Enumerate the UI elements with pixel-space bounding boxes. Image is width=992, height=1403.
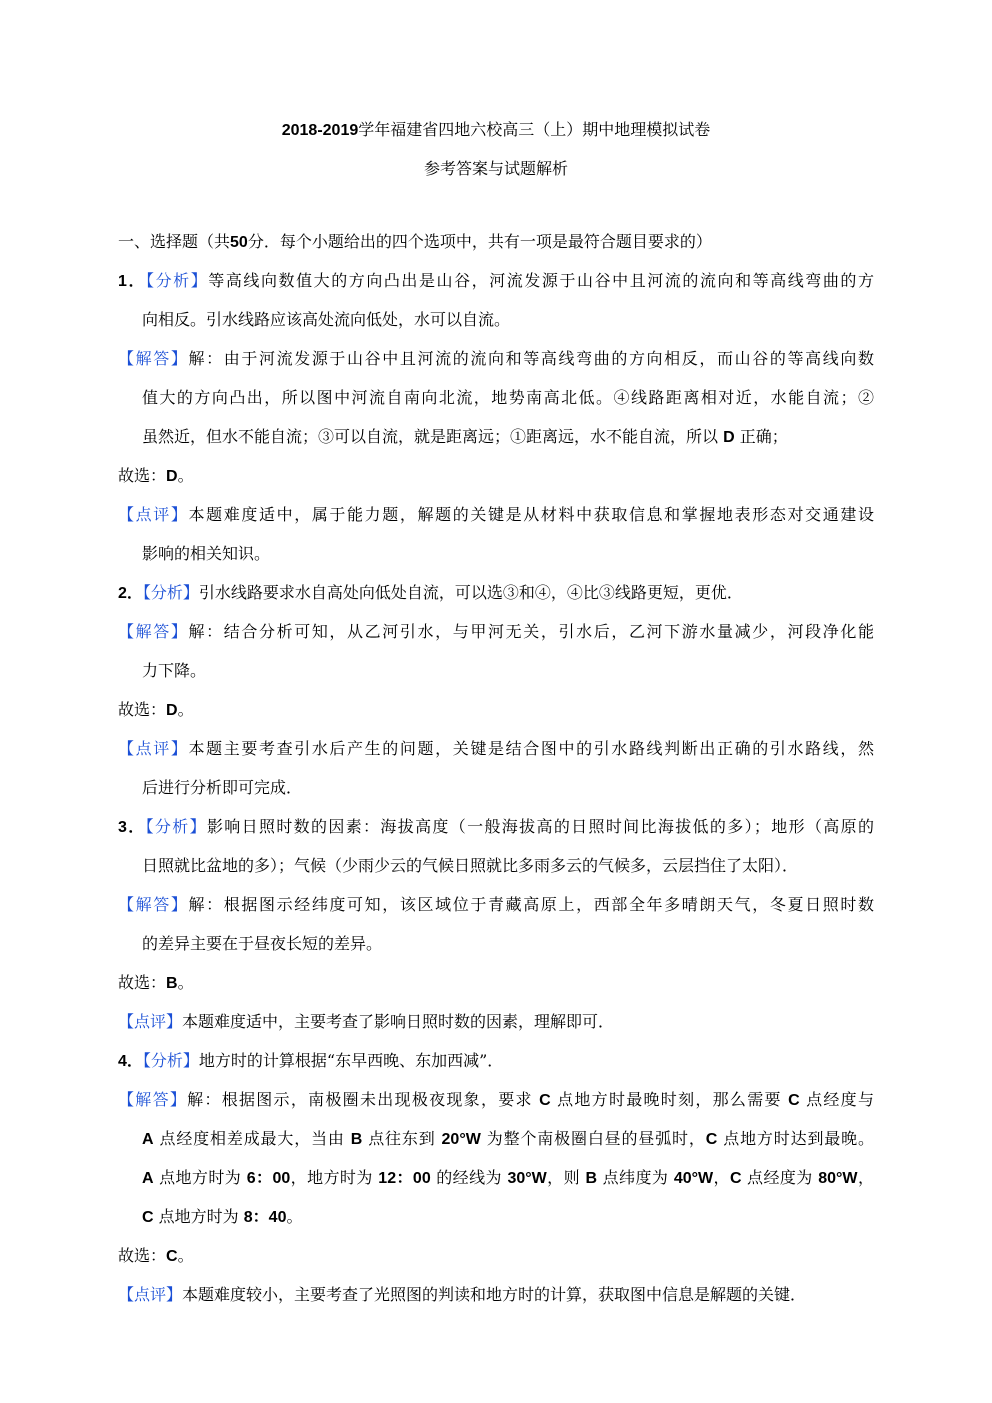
q3-choice-value: B (166, 975, 178, 992)
comment-tag: 【点评】 (118, 1285, 183, 1304)
q3-choice: 故选：B。 (118, 973, 194, 992)
page-subtitle: 参考答案与试题解析 (423, 159, 568, 178)
comment-tag: 【点评】 (118, 505, 189, 524)
q1-answer-cont-2: 虽然近，但水不能自流；③可以自流，就是距离远；①距离远，水不能自流，所以 D 正确； (142, 427, 788, 446)
q2-analysis: 2．【分析】引水线路要求水自高处向低处自流，可以选③和④，④比③线路更短，更优． (118, 583, 743, 602)
page-title (0, 117, 992, 140)
title-text: 学年福建省四地六校高三（上）期中地理模拟试卷 (358, 120, 711, 139)
analysis-tag: 【分析】 (146, 271, 209, 290)
q4-choice: 故选：C。 (118, 1246, 194, 1265)
analysis-tag: 【分析】 (142, 1051, 199, 1070)
q4-answer-cont: A 点经度相差成最大，当由 B 点往东到 20°W 为整个南极圈白昼的昼弧时，C 点地方时达到最晚。 (142, 1129, 874, 1148)
q1-analysis: 1．【分析】等高线向数值大的方向凸出是山谷，河流发源于山谷中且河流的流向和等高线弯曲的方 (118, 271, 874, 290)
q2-number: 2． (118, 585, 143, 602)
analysis-tag: 【分析】 (142, 583, 199, 602)
title-year: 2018-2019 (281, 122, 359, 139)
answer-tag: 【解答】 (118, 349, 189, 368)
q2-comment-cont: 后进行分析即可完成． (142, 778, 303, 797)
q3-answer-cont: 的差异主要在于昼夜长短的差异。 (142, 934, 383, 953)
q2-choice-value: D (166, 702, 178, 719)
q4-answer: 【解答】解：根据图示，南极圈未出现极夜现象，要求 C 点地方时最晚时刻，那么需要 C 点经度与 (118, 1090, 874, 1109)
q3-analysis: 3．【分析】影响日照时数的因素：海拔高度（一般海拔高的日照时间比海拔低的多）；地形（高原的 (118, 817, 874, 836)
q3-analysis-cont: 日照就比盆地的多）；气候（少雨少云的气候日照就比多雨多云的气候多，云层挡住了太阳）． (142, 856, 799, 875)
q4-choice-value: C (166, 1248, 178, 1265)
q1-answer-cont: 值大的方向凸出，所以图中河流自南向北流，地势南高北低。④线路距离相对近，水能自流；② (142, 388, 874, 407)
q3-comment: 【点评】本题难度适中，主要考查了影响日照时数的因素，理解即可． (118, 1012, 615, 1031)
q1-comment-cont: 影响的相关知识。 (142, 544, 271, 563)
q1-choice: 故选：D。 (118, 466, 194, 485)
q1-choice-value: D (166, 468, 178, 485)
q4-number: 4． (118, 1053, 143, 1070)
q4-answer-cont-2: A 点地方时为 6：00，地方时为 12：00 的经线为 30°W，则 B 点纬度为 40°W，C 点经度为 80°W， (142, 1168, 874, 1187)
q2-comment: 【点评】本题主要考查引水后产生的问题，关键是结合图中的引水路线判断出正确的引水路线，然 (118, 739, 874, 758)
answer-tag: 【解答】 (118, 1090, 188, 1109)
section-heading: 一、选择题（共50分．每个小题给出的四个选项中，共有一项是最符合题目要求的） (118, 232, 712, 251)
section-score: 50 (230, 234, 248, 251)
q2-choice: 故选：D。 (118, 700, 194, 719)
q2-answer-cont: 力下降。 (142, 661, 207, 680)
analysis-tag: 【分析】 (145, 817, 207, 836)
comment-tag: 【点评】 (118, 739, 189, 758)
q3-answer: 【解答】解：根据图示经纬度可知，该区域位于青藏高原上，西部全年多晴朗天气，冬夏日照时数 (118, 895, 874, 914)
q4-analysis: 4．【分析】地方时的计算根据“东早西晚、东加西减”． (118, 1051, 504, 1070)
q1-answer: 【解答】解：由于河流发源于山谷中且河流的流向和等高线弯曲的方向相反，而山谷的等高线向数 (118, 349, 874, 368)
answer-tag: 【解答】 (118, 622, 189, 641)
q1-number: 1． (118, 273, 147, 290)
comment-tag: 【点评】 (118, 1012, 183, 1031)
q1-analysis-cont: 向相反。引水线路应该高处流向低处，水可以自流。 (142, 310, 511, 329)
answer-tag: 【解答】 (118, 895, 189, 914)
q1-comment: 【点评】本题难度适中，属于能力题，解题的关键是从材料中获取信息和掌握地表形态对交通建设 (118, 505, 874, 524)
q2-answer: 【解答】解：结合分析可知，从乙河引水，与甲河无关，引水后，乙河下游水量减少，河段净化能 (118, 622, 874, 641)
q3-number: 3． (118, 819, 146, 836)
q4-answer-cont-3: C 点地方时为 8：40。 (142, 1207, 303, 1226)
q4-comment: 【点评】本题难度较小，主要考查了光照图的判读和地方时的计算，获取图中信息是解题的关键． (118, 1285, 807, 1304)
